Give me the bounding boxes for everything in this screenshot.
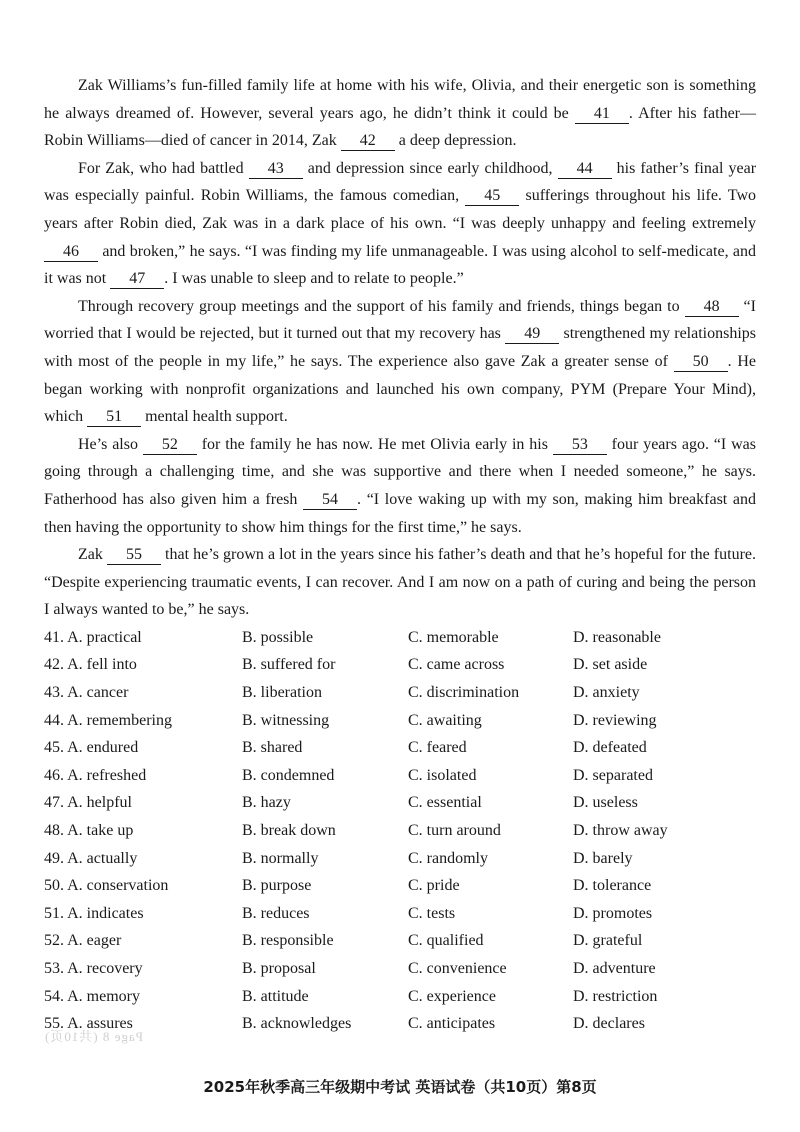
blank-48: 48 [685, 298, 739, 317]
option-choice: B. witnessing [242, 711, 330, 729]
blank-42: 42 [341, 132, 395, 151]
passage-text: a deep depression. [394, 132, 517, 150]
option-row [44, 679, 756, 707]
option-choice: B. normally [242, 849, 319, 867]
blank-44: 44 [558, 160, 612, 179]
passage-text: For Zak, who had battled [78, 159, 249, 177]
passage-text: his father’s final year was especially painful. Robin Williams, the famous comedian, [44, 159, 757, 205]
option-choice: D. throw away [573, 822, 668, 840]
option-choice: 53. A. recovery [44, 960, 143, 977]
passage-paragraph [44, 155, 756, 293]
blank-51: 51 [87, 408, 141, 427]
option-choice: 42. A. fell into [44, 656, 137, 674]
passage-text: strengthened my relationships with most of the people in my life,” he says. The experience also gave Zak a greater sense of [44, 325, 757, 370]
passage-text: Zak Williams’s fun-filled family life at home with his wife, Olivia, and their energetic son is something he always dreamed of. However, several years ago, he didn’t think it could be [44, 77, 756, 122]
option-choice: 47. A. helpful [44, 794, 132, 812]
option-choice: C. memorable [408, 628, 499, 646]
option-choice: 50. A. conservation [44, 877, 169, 895]
blank-43: 43 [249, 160, 303, 179]
blank-46: 46 [44, 243, 98, 262]
option-choice: C. essential [408, 794, 482, 812]
option-choice: C. randomly [408, 849, 488, 867]
cloze-passage [44, 72, 756, 624]
option-choice: C. qualified [408, 932, 484, 950]
passage-text: four years ago. “I was going through a challenging time, and she was supportive and there when I needed someone,” he says. Fatherhood has also given him a fresh [44, 435, 756, 508]
exam-page [44, 72, 756, 1038]
option-row [44, 817, 756, 845]
blank-49: 49 [505, 325, 559, 344]
passage-paragraph [44, 431, 756, 541]
passage-text: mental health support. [141, 408, 288, 426]
option-choice: C. awaiting [408, 711, 482, 729]
option-choice: D. adventure [573, 960, 656, 977]
option-choice: D. reasonable [573, 628, 661, 646]
blank-54: 54 [303, 491, 357, 510]
option-choice: D. separated [573, 766, 653, 784]
option-row [44, 983, 756, 1011]
option-choice: B. condemned [242, 766, 335, 784]
option-row [44, 900, 756, 928]
option-row [44, 707, 756, 735]
option-choice: B. acknowledges [242, 1015, 352, 1033]
option-row [44, 651, 756, 679]
bleed-through-text: Page 8 (共10页) [44, 1029, 143, 1044]
option-choice: C. experience [408, 987, 496, 1005]
passage-text: “I worried that I would be rejected, but it turned out that my recovery has [44, 297, 756, 343]
option-choice: B. hazy [242, 794, 291, 812]
option-row [44, 872, 756, 900]
option-choice: B. shared [242, 739, 303, 757]
option-choice: B. responsible [242, 932, 334, 950]
option-row [44, 845, 756, 873]
passage-text: sufferings throughout his life. Two years after Robin died, Zak was in a dark place of his own. “I was deeply unhappy and feeling extremely [44, 187, 757, 232]
option-choice: 41. A. practical [44, 628, 142, 646]
option-choice: C. isolated [408, 766, 477, 784]
option-row [44, 955, 756, 983]
option-choice: 52. A. eager [44, 932, 122, 950]
option-choice: B. attitude [242, 987, 309, 1005]
passage-text: for the family he has now. He met Olivia early in his [196, 435, 553, 453]
option-choice: C. convenience [408, 960, 507, 977]
option-choice: D. tolerance [573, 877, 652, 895]
option-choice: C. turn around [408, 822, 501, 840]
passage-text: . He began working with nonprofit organizations and launched his own company, PYM (Prepare Your Mind), which [44, 352, 757, 426]
option-row [44, 762, 756, 790]
option-choice: D. reviewing [573, 711, 657, 729]
option-choice: 55. A. assures [44, 1015, 133, 1033]
passage-text: . “I love waking up with my son, making him breakfast and then having the opportunity to show him things for the first time,” he says. [44, 490, 757, 536]
passage-paragraph [44, 72, 756, 155]
option-choice: C. came across [408, 656, 505, 674]
option-choice: C. feared [408, 739, 467, 757]
option-choice: D. restriction [573, 987, 658, 1005]
option-choice: 54. A. memory [44, 987, 140, 1005]
option-row [44, 624, 756, 652]
option-choice: D. promotes [573, 904, 653, 922]
passage-paragraph [44, 293, 756, 431]
option-row [44, 734, 756, 762]
option-choice: 46. A. refreshed [44, 766, 147, 784]
option-choice: 48. A. take up [44, 822, 134, 840]
option-choice: C. tests [408, 904, 456, 922]
passage-text: Through recovery group meetings and the support of his family and friends, things began to [78, 297, 685, 315]
option-choice: D. grateful [573, 932, 643, 950]
blank-55: 55 [107, 546, 161, 565]
blank-45: 45 [465, 187, 519, 206]
option-row [44, 789, 756, 817]
option-choice: C. discrimination [408, 684, 520, 702]
blank-52: 52 [143, 436, 197, 455]
option-choice: B. suffered for [242, 656, 336, 674]
passage-text: and broken,” he says. “I was finding my life unmanageable. I was using alcohol to self-medicate, and it was not [44, 242, 756, 288]
option-choice: D. set aside [573, 656, 648, 674]
option-row [44, 927, 756, 955]
option-choice: D. anxiety [573, 684, 640, 702]
option-choice: 45. A. endured [44, 739, 139, 757]
passage-text: and depression since early childhood, [302, 159, 558, 177]
option-choice: D. barely [573, 849, 633, 867]
option-choice: B. reduces [242, 904, 310, 922]
option-choice: B. purpose [242, 877, 312, 895]
option-choice: D. declares [573, 1015, 645, 1033]
passage-paragraph [44, 541, 756, 624]
passage-text: Zak [78, 546, 107, 564]
page-footer: 2025年秋季高三年级期中考试 英语试卷（共10页）第8页 [203, 1078, 597, 1096]
option-choice: B. possible [242, 628, 314, 646]
option-choice: B. break down [242, 822, 336, 840]
blank-53: 53 [553, 436, 607, 455]
blank-41: 41 [575, 105, 629, 124]
option-choice: 51. A. indicates [44, 904, 144, 922]
option-choice: B. liberation [242, 684, 322, 702]
blank-47: 47 [110, 270, 164, 289]
passage-text: . I was unable to sleep and to relate to people.” [164, 270, 464, 288]
passage-text: that he’s grown a lot in the years since his father’s death and that he’s hopeful for the future. “Despite experiencing traumatic events, I can recover. And I am now on a path of curing and being the person I always wanted to be,” he says. [44, 546, 756, 619]
option-choice: C. anticipates [408, 1015, 496, 1033]
passage-text: He’s also [78, 435, 143, 453]
option-choice: C. pride [408, 877, 460, 895]
answer-options [44, 624, 756, 1038]
option-choice: D. useless [573, 794, 638, 812]
option-choice: 49. A. actually [44, 849, 138, 867]
option-choice: 44. A. remembering [44, 711, 172, 729]
option-row [44, 1010, 756, 1038]
passage-text: . After his father—Robin Williams—died of cancer in 2014, Zak [44, 104, 757, 150]
option-choice: D. defeated [573, 739, 647, 757]
blank-50: 50 [674, 353, 728, 372]
option-choice: 43. A. cancer [44, 684, 129, 702]
option-choice: B. proposal [242, 960, 316, 977]
